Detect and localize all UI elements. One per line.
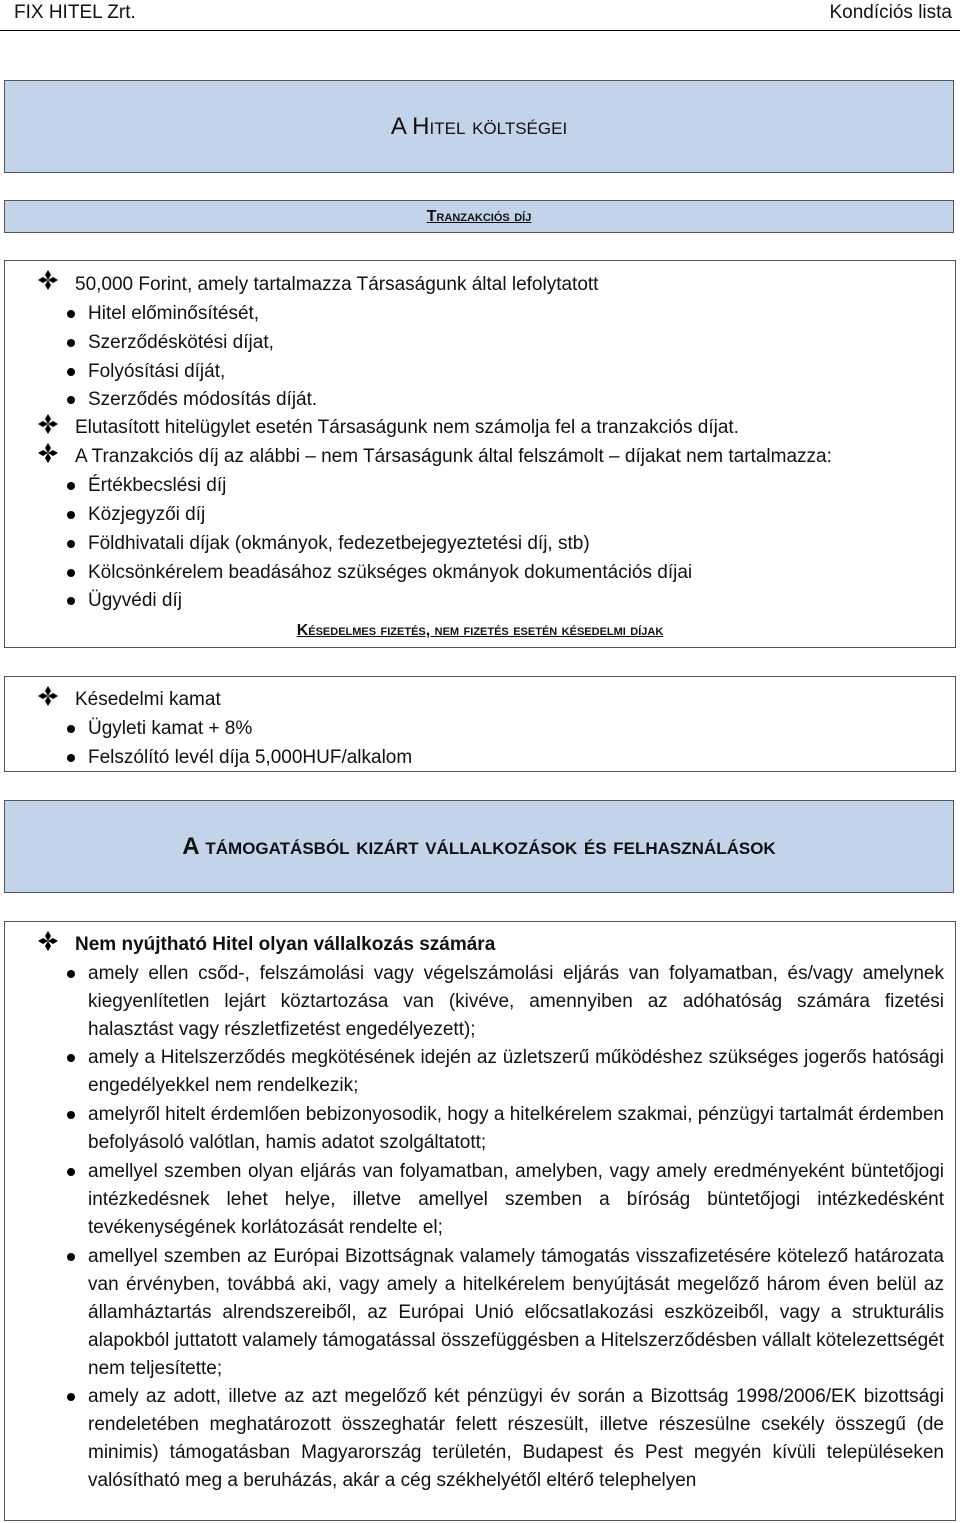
bullet-dot — [67, 597, 75, 605]
list-item: Ügyvédi díj — [88, 590, 182, 611]
late-interest-text: Késedelmi kamat — [75, 689, 221, 710]
bullet-dot — [67, 1168, 75, 1176]
diamond-bullet-icon — [38, 931, 60, 959]
transaction-title-band — [4, 200, 954, 233]
excluded-main-text: Nem nyújtható Hitel olyan vállalkozás számára — [75, 934, 496, 955]
rejected-text: Elutasított hitelügylet esetén Társaságunk nem számolja fel a tranzakciós díjat. — [75, 417, 739, 438]
bullet-dot — [67, 1111, 75, 1119]
excluded-title-band — [4, 800, 954, 893]
bullet-dot — [67, 310, 75, 318]
bullet-dot — [67, 511, 75, 519]
bullet-dot — [67, 368, 75, 376]
late-title: Késedelmes fizetés, nem fizetés esetén késedelmi díjak — [296, 622, 664, 639]
bullet-dot — [67, 970, 75, 978]
bullet-dot — [67, 1253, 75, 1261]
document-title: Kondíciós lista — [829, 2, 952, 23]
list-item: Szerződéskötési díjat, — [88, 332, 274, 353]
list-item: Szerződés módosítás díját. — [88, 389, 318, 410]
list-item: amellyel szemben az Európai Bizottságnak valamely támogatás visszafizetésére kötelező határozata van érvényben, továbbá aki, vagy amely a hitelkérelem benyújtását megelőző három éven belül az államháztartás alrendszereiből, az Európai Unió előcsatlakozási eszközeiből, vagy a strukturális alapokból juttatott valamely támogatással összefüggésben a Hitelszerződésben vállalt kötelezettségét nem teljesítette; — [88, 1246, 944, 1379]
list-item: amely az adott, illetve az azt megelőző két pénzügyi év során a Bizottság 1998/2006/EK bizottsági rendeletében meghatározott összeghatár felett részesült, illetve részesülne csekély összegű (de minimis) támogatásban Magyarország területén, Budapest és Pest megyén kívüli településeken valósítható meg a beruházás, akár a cég székhelyétől eltérő telephelyen — [88, 1386, 944, 1491]
bullet-dot — [67, 540, 75, 548]
bullet-dot — [67, 396, 75, 404]
list-item: amely a Hitelszerződés megkötésének idején az üzletszerű működéshez szükséges jogerős hatósági engedélyekkel nem rendelkezik; — [88, 1047, 944, 1096]
diamond-bullet-icon — [38, 414, 60, 442]
list-item: Folyósítási díját, — [88, 361, 226, 382]
bullet-dot — [67, 1054, 75, 1062]
diamond-bullet-icon — [38, 270, 60, 298]
excludes-text: A Tranzakciós díj az alábbi – nem Társaságunk által felszámolt – díjakat nem tartalmazza: — [75, 446, 832, 467]
costs-title: A Hitel költségei — [390, 112, 568, 140]
list-item: amellyel szemben olyan eljárás van folyamatban, amelyben, vagy amely eredményeként büntetőjogi intézkedésnek lehet helye, illetve amellyel szemben a bíróság büntetőjogi intézkedésként tevékenységének korlátozását rendelte el; — [88, 1161, 944, 1238]
bullet-dot — [67, 339, 75, 347]
bullet-dot — [67, 754, 75, 762]
list-item: amelyről hitelt érdemlően bebizonyosodik, hogy a hitelkérelem szakmai, pénzügyi tartalmát érdemben befolyásoló valótlan, hamis adatot szolgáltatott; — [88, 1104, 944, 1153]
list-item: Közjegyzői díj — [88, 504, 206, 525]
diamond-bullet-icon — [38, 443, 60, 471]
bullet-dot — [67, 725, 75, 733]
list-item: Földhivatali díjak (okmányok, fedezetbejegyeztetési díj, stb) — [88, 533, 590, 554]
bullet-dot — [67, 482, 75, 490]
list-item: Értékbecslési díj — [88, 475, 227, 496]
costs-title-band — [4, 80, 954, 173]
company-name: FIX HITEL Zrt. — [14, 2, 136, 23]
list-item: Felszólító levél díja 5,000HUF/alkalom — [88, 747, 413, 768]
excluded-title: A támogatásból kizárt vállalkozások és felhasználások — [182, 832, 776, 860]
list-item: Kölcsönkérelem beadásához szükséges okmányok dokumentációs díjai — [88, 562, 693, 583]
diamond-bullet-icon — [38, 686, 60, 714]
transaction-fee-text: 50,000 Forint, amely tartalmazza Társaságunk által lefolytatott — [75, 274, 599, 295]
list-item: amely ellen csőd-, felszámolási vagy végelszámolási eljárás van folyamatban, és/vagy amelynek kiegyenlítetlen lejárt köztartozása van (kivéve, amennyiben az adóhatóság számára fizetési halasztást vagy részletfizetést engedélyezett); — [88, 963, 944, 1040]
bullet-dot — [67, 569, 75, 577]
bullet-dot — [67, 1393, 75, 1401]
list-item: Hitel előminősítését, — [88, 303, 260, 324]
transaction-title: Tranzakciós díj — [426, 207, 532, 225]
page-header — [0, 0, 960, 31]
list-item: Ügyleti kamat + 8% — [88, 718, 253, 739]
